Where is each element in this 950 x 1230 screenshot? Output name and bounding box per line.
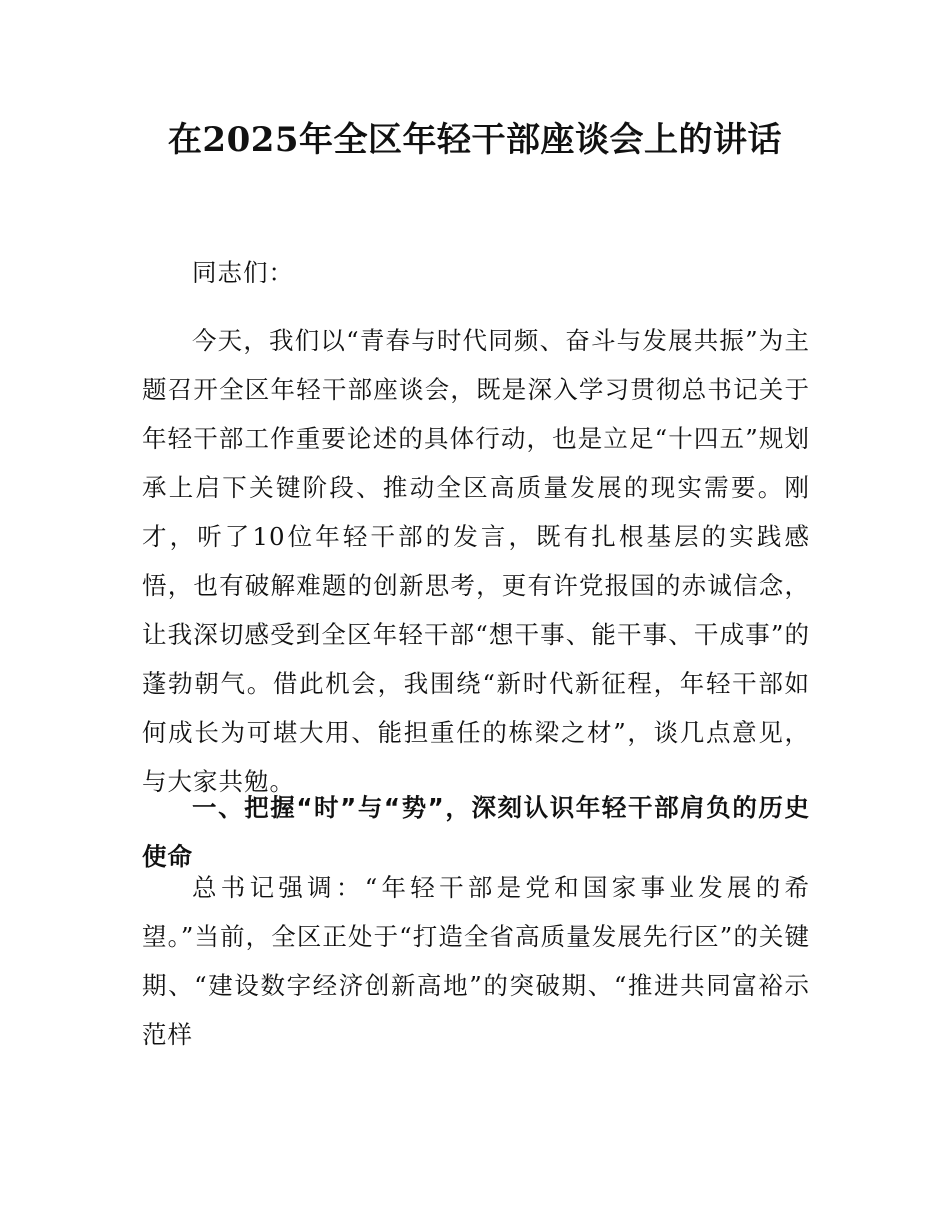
salutation: 同志们： (192, 258, 294, 287)
body-paragraph: 今天，我们以“青春与时代同频、奋斗与发展共振”为主题召开全区年轻干部座谈会，既是深入学习贯彻总书记关于年轻干部工作重要论述的具体行动，也是立足“十四五”规划承上启下关键阶段、推动全区高质量发展的现实需要。刚才，听了10位年轻干部的发言，既有扎根基层的实践感悟，也有破解难题的创新思考，更有许党报国的赤诚信念，让我深切感受到全区年轻干部“想干事、能干事、干成事”的蓬勃朝气。借此机会，我围绕“新时代新征程，年轻干部如何成长为可堪大用、能担重任的栋梁之材”，谈几点意见，与大家共勉。 (142, 326, 810, 796)
section-paragraph: 总书记强调：“年轻干部是党和国家事业发展的希望。”当前，全区正处于“打造全省高质量发展先行区”的关键期、“建设数字经济创新高地”的突破期、“推进共同富裕示范样 (142, 873, 810, 1049)
section-heading: 一、把握“时”与“势”，深刻认识年轻干部肩负的历史使命 (142, 793, 810, 871)
document-title: 在2025年全区年轻干部座谈会上的讲话 (167, 120, 783, 160)
